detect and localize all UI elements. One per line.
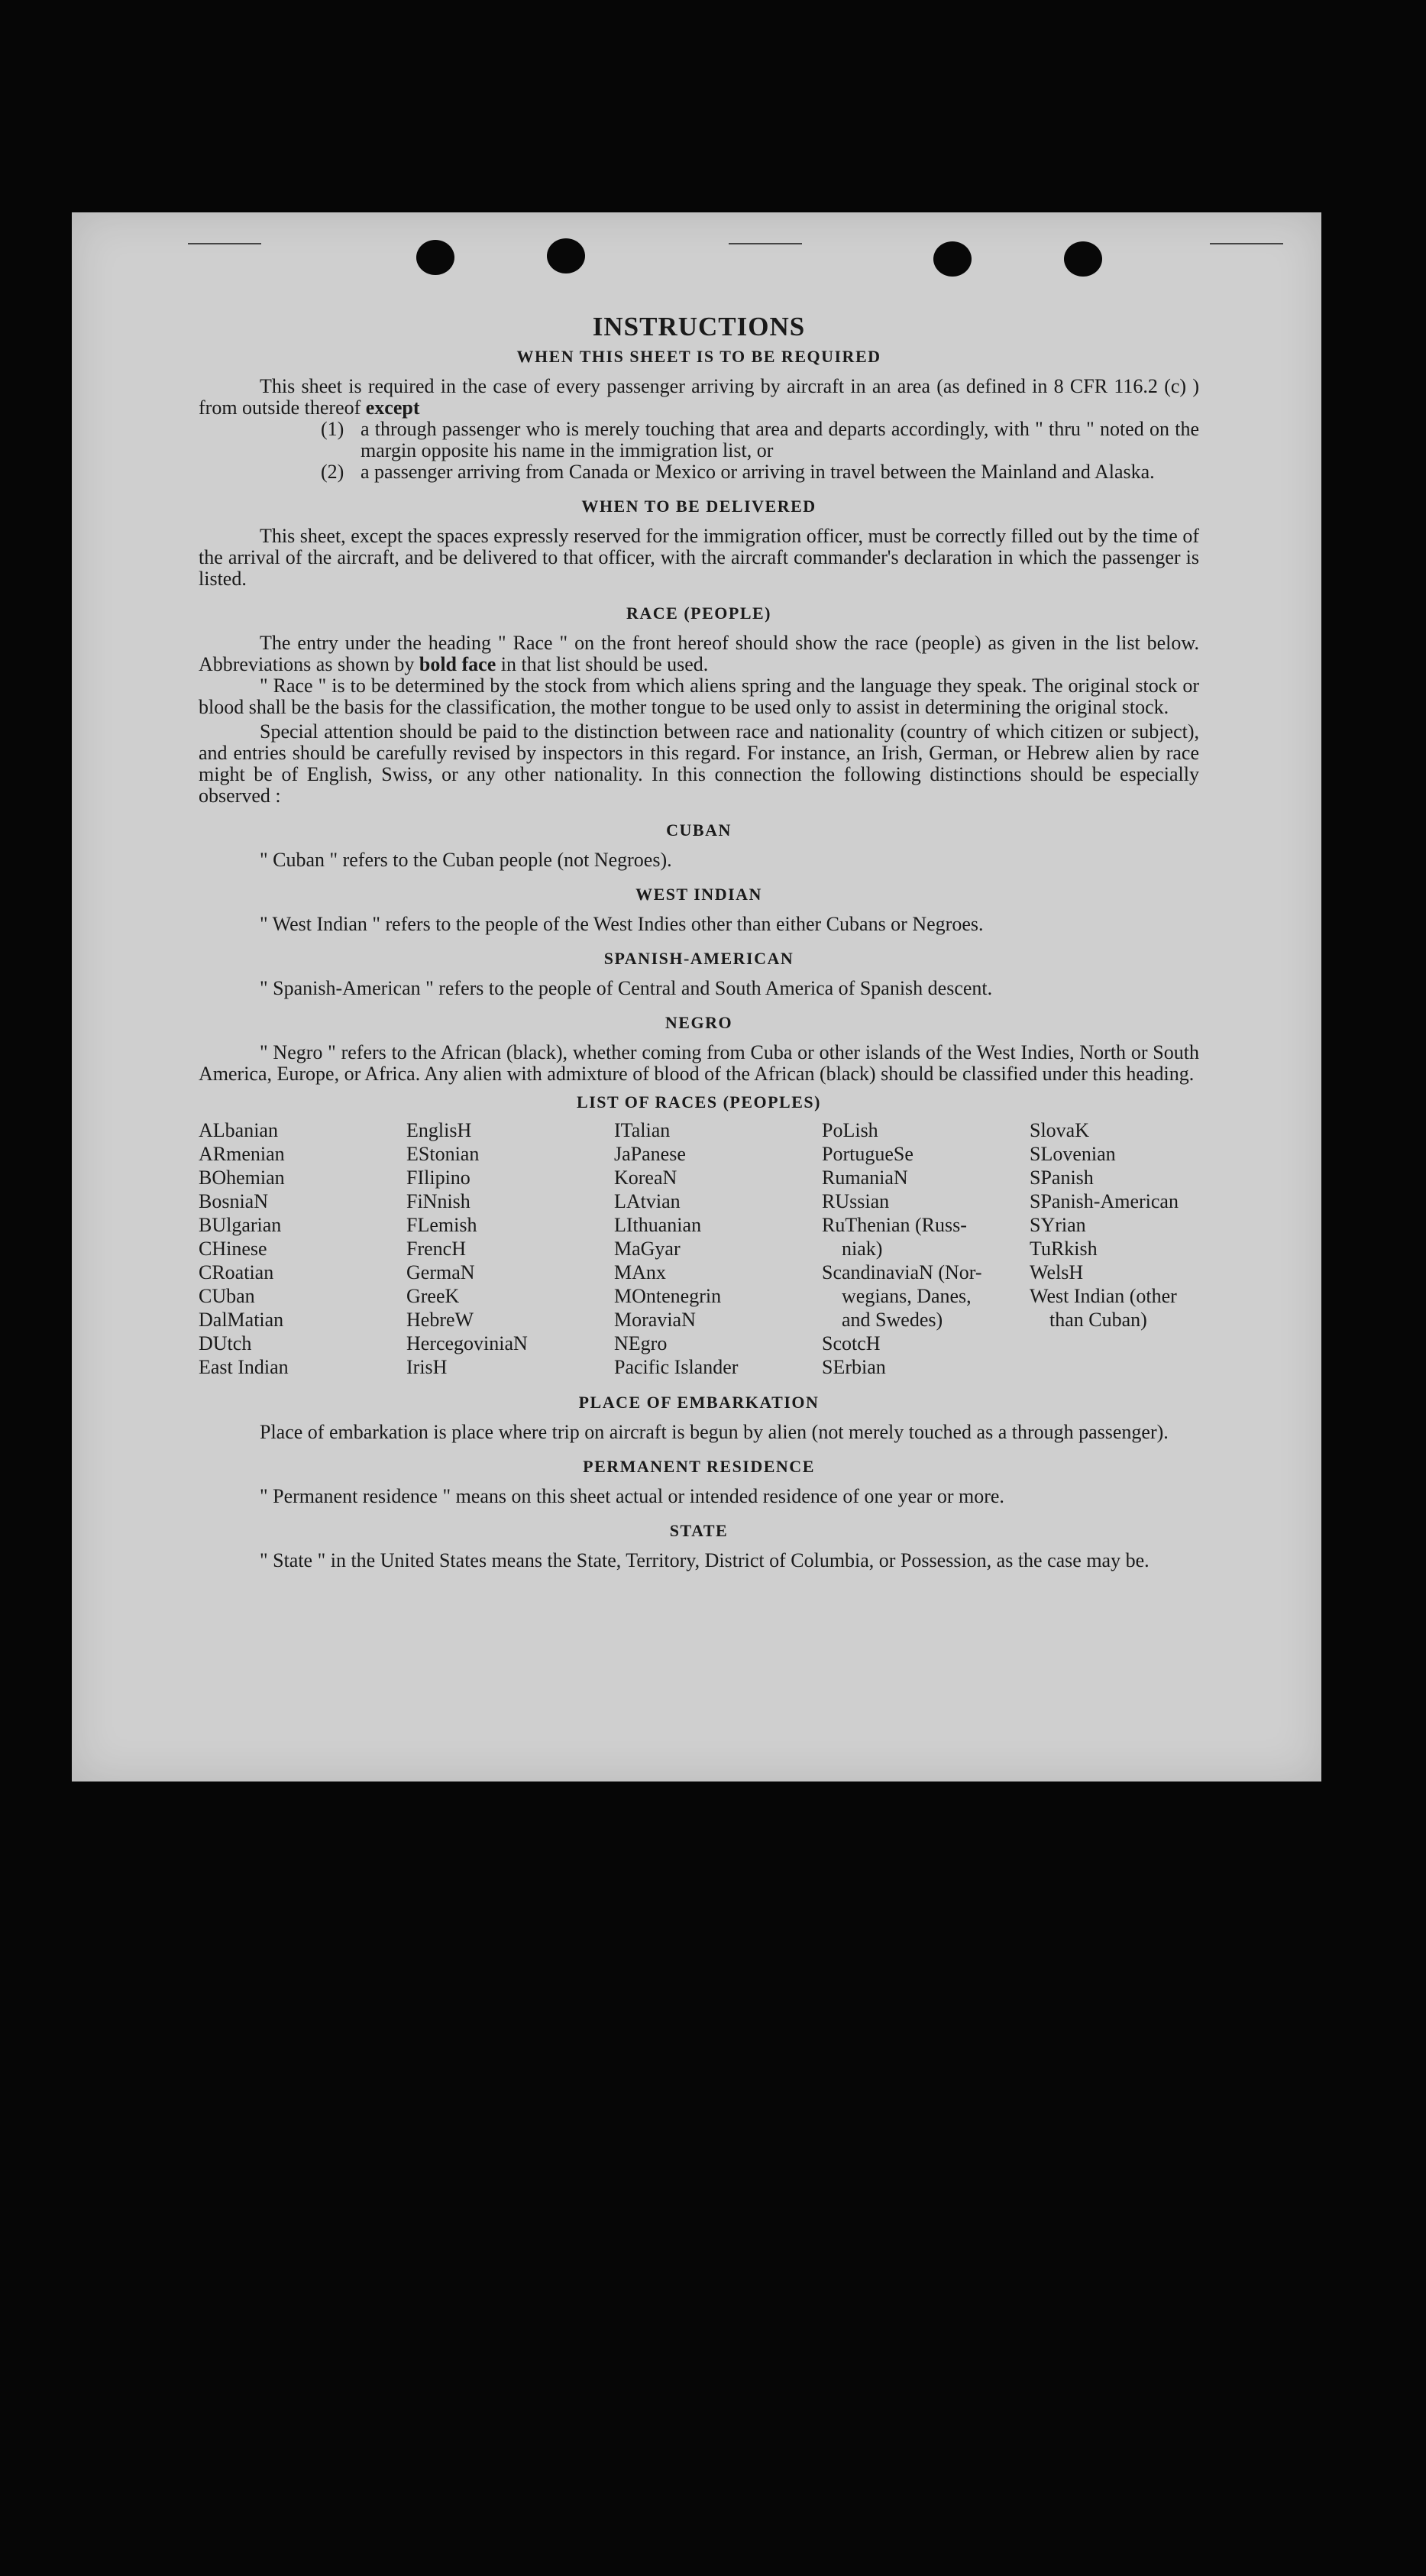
race-entry: GreeK [406, 1285, 460, 1307]
races-column [1030, 1118, 1199, 1379]
race-entry: SPanish [1030, 1167, 1094, 1189]
race-entry: EStonian [406, 1143, 480, 1165]
race-entry: ALbanian [199, 1119, 278, 1141]
race-entry: SYrian [1030, 1214, 1086, 1236]
race-entry: CHinese [199, 1238, 267, 1260]
races-list [199, 1118, 1199, 1379]
page-title: INSTRUCTIONS [592, 312, 806, 341]
heading-list-of-races: LIST OF RACES (PEOPLES) [577, 1092, 821, 1112]
race-entry: SlovaK [1030, 1119, 1089, 1141]
race-entry: niak) [842, 1238, 883, 1260]
race-entry: NEgro [614, 1332, 668, 1354]
race-entry: TuRkish [1030, 1238, 1098, 1260]
paragraph-race-3: Special attention should be paid to the distinction between race and nationality (country of which citizen or subject), and entries should be carefully revised by inspectors in this regard. For instance, an Irish, German, or Hebrew alien by race might be of English, Swiss, or any other nationality. In this connection the following distinctions should be especially observed : [199, 720, 1199, 807]
heading-embarkation: PLACE OF EMBARKATION [578, 1393, 820, 1412]
paragraph-west-indian: " West Indian " refers to the people of the West Indies other than either Cubans or Negroes. [260, 913, 984, 935]
race-entry: RumaniaN [822, 1167, 908, 1189]
punch-hole [416, 240, 454, 275]
heading-state: STATE [669, 1521, 729, 1540]
race-entry: JaPanese [614, 1143, 686, 1165]
races-column [614, 1118, 822, 1379]
heading-race: RACE (PEOPLE) [626, 604, 771, 623]
race-entry: than Cuban) [1049, 1309, 1147, 1331]
race-entry: ITalian [614, 1119, 671, 1141]
race-entry: RUssian [822, 1190, 890, 1212]
exception-item: (1) a through passenger who is merely touching that area and departs accordingly, with " thru " noted on the margin opposite his name in the immigration list, or [321, 418, 1199, 461]
paragraph-state: " State " in the United States means the State, Territory, District of Columbia, or Possession, as the case may be. [260, 1549, 1150, 1571]
race-entry: FiNnish [406, 1190, 470, 1212]
race-entry: WelsH [1030, 1261, 1084, 1283]
race-entry: MOntenegrin [614, 1285, 722, 1307]
margin-mark [1210, 243, 1283, 244]
races-column [406, 1118, 614, 1379]
paragraph-embarkation: Place of embarkation is place where trip on aircraft is begun by alien (not merely touched as a through passenger). [260, 1421, 1169, 1443]
race-entry: GermaN [406, 1261, 475, 1283]
instructions-content [199, 312, 1199, 1571]
paragraph-cuban: " Cuban " refers to the Cuban people (not Negroes). [260, 849, 672, 871]
race-entry: CRoatian [199, 1261, 274, 1283]
race-entry: LIthuanian [614, 1214, 702, 1236]
race-entry: LAtvian [614, 1190, 681, 1212]
heading-permanent-residence: PERMANENT RESIDENCE [583, 1457, 815, 1476]
heading-spanish-american: SPANISH-AMERICAN [603, 949, 794, 968]
race-entry: EnglisH [406, 1119, 472, 1141]
paragraph-when-required: This sheet is required in the case of every passenger arriving by aircraft in an area (as defined in 8 CFR 116.2 (c) ) from outside thereof except [199, 375, 1199, 419]
race-entry: East Indian [199, 1356, 289, 1378]
race-entry: KoreaN [614, 1167, 677, 1189]
margin-mark [729, 243, 802, 244]
race-entry: BUlgarian [199, 1214, 282, 1236]
race-entry: RuThenian (Russ- [822, 1214, 967, 1236]
race-entry: ARmenian [199, 1143, 285, 1165]
heading-when-required: WHEN THIS SHEET IS TO BE REQUIRED [516, 347, 881, 366]
race-entry: HebreW [406, 1309, 474, 1331]
race-entry: ScotcH [822, 1332, 881, 1354]
race-entry: HercegoviniaN [406, 1332, 528, 1354]
punch-hole [933, 241, 972, 277]
race-entry: MoraviaN [614, 1309, 696, 1331]
punch-hole [1064, 241, 1102, 277]
punch-hole [547, 238, 585, 273]
paragraph-race-1: The entry under the heading " Race " on the front hereof should show the race (people) as given in the list below. Abbreviations as shown by bold face in that list should be used. [199, 632, 1199, 675]
race-entry: DalMatian [199, 1309, 284, 1331]
race-entry: Pacific Islander [614, 1356, 739, 1378]
heading-west-indian: WEST INDIAN [635, 885, 762, 904]
race-entry: SPanish-American [1030, 1190, 1179, 1212]
paragraph-negro: " Negro " refers to the African (black), whether coming from Cuba or other islands of the West Indies, North or South America, Europe, or Africa. Any alien with admixture of blood of the African (black) should be classified under this heading. [199, 1041, 1199, 1085]
race-entry: IrisH [406, 1356, 448, 1378]
paragraph-permanent-residence: " Permanent residence " means on this sheet actual or intended residence of one year or more. [260, 1485, 1004, 1507]
exception-item: (2) a passenger arriving from Canada or Mexico or arriving in travel between the Mainland and Alaska. [321, 461, 1155, 483]
race-entry: FrencH [406, 1238, 466, 1260]
race-entry: FLemish [406, 1214, 477, 1236]
heading-negro: NEGRO [664, 1013, 733, 1032]
race-entry: and Swedes) [842, 1309, 943, 1331]
races-column [822, 1118, 1030, 1379]
race-entry: CUban [199, 1285, 255, 1307]
race-entry: wegians, Danes, [842, 1285, 972, 1307]
heading-when-delivered: WHEN TO BE DELIVERED [581, 497, 816, 516]
paragraph-race-2: " Race " is to be determined by the stock from which aliens spring and the language they speak. The original stock or blood shall be the basis for the classification, the mother tongue to be used only to assist in determining the original stock. [199, 675, 1199, 718]
race-entry: PortugueSe [822, 1143, 913, 1165]
paragraph-spanish-american: " Spanish-American " refers to the people of Central and South America of Spanish descent. [260, 977, 993, 999]
paragraph-when-delivered: This sheet, except the spaces expressly reserved for the immigration officer, must be correctly filled out by the time of the arrival of the aircraft, and be delivered to that officer, with the aircraft commander's declaration in which the passenger is listed. [199, 525, 1199, 590]
race-entry: BOhemian [199, 1167, 285, 1189]
race-entry: SErbian [822, 1356, 886, 1378]
races-column [199, 1118, 406, 1379]
race-entry: PoLish [822, 1119, 878, 1141]
race-entry: MaGyar [614, 1238, 681, 1260]
race-entry: ScandinaviaN (Nor- [822, 1261, 982, 1283]
race-entry: MAnx [614, 1261, 666, 1283]
heading-cuban: CUBAN [666, 820, 732, 840]
race-entry: West Indian (other [1030, 1285, 1177, 1307]
margin-mark [188, 243, 261, 244]
race-entry: DUtch [199, 1332, 252, 1354]
instruction-sheet [72, 212, 1321, 1782]
race-entry: SLovenian [1030, 1143, 1116, 1165]
race-entry: BosniaN [199, 1190, 268, 1212]
race-entry: FIlipino [406, 1167, 470, 1189]
